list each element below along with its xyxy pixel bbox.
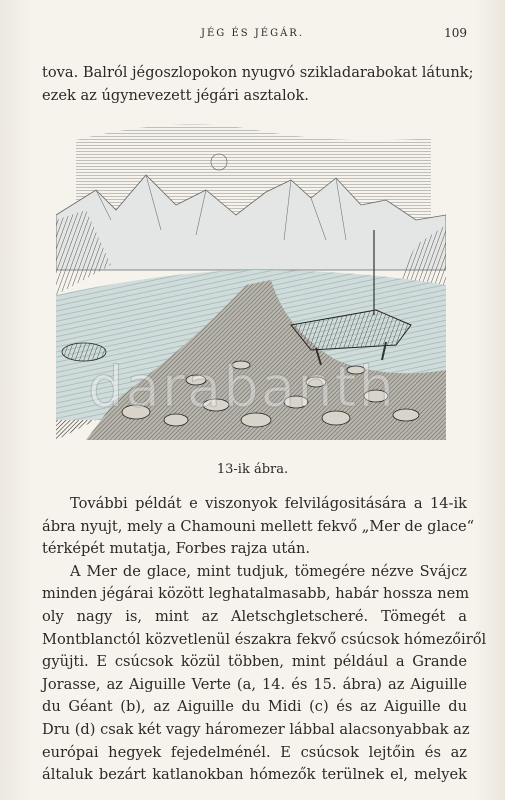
- page-number: 109: [444, 26, 467, 40]
- text-line: minden jégárai között leghatalmasabb, habár hossza nem: [42, 585, 470, 603]
- text-line: A Mer de glace, mint tudjuk, tömegére nézve Svájcz: [70, 562, 467, 580]
- running-head: JÉG ÉS JÉGÁR.: [200, 28, 305, 39]
- text-line: ezek az úgynevezett jégári asztalok.: [42, 86, 309, 104]
- text-line: gyüjti. E csúcsok közül többen, mint például a Grande: [42, 653, 467, 671]
- text-line: térképét mutatja, Forbes rajza után.: [42, 540, 311, 558]
- text-line: du Géant (b), az Aiguille du Midi (c) és az Aiguille du: [42, 698, 467, 716]
- text-line: Jorasse, az Aiguille Verte (a, 14. és 15. ábra) az Aiguille: [42, 675, 467, 693]
- text-line: általuk bezárt katlanokban hómezők terülnek el, melyek: [42, 766, 467, 784]
- text-line: európai hegyek fejedelménél. E csúcsok lejtőin és az: [42, 743, 467, 761]
- watermark: darabanth: [88, 355, 397, 420]
- figure-caption: 13-ik ábra.: [216, 462, 289, 477]
- text-line: tova. Balról jégoszlopokon nyugvó szikladarabokat látunk;: [42, 64, 474, 81]
- text-line: Montblanctól közvetlenül északra fekvő csúcsok hómezőiről: [42, 630, 487, 648]
- body-text-block: [42, 493, 487, 787]
- text-line: További példát e viszonyok felvilágositására a 14-ik: [70, 495, 467, 512]
- top-text-block: [42, 62, 474, 107]
- text-line: Dru (d) csak két vagy háromezer lábbal alacsonyabbak az: [42, 720, 470, 738]
- text-line: oly nagy is, mint az Aletschgletscheré. Tömegét a: [42, 607, 467, 625]
- text-line: ábra nyujt, mely a Chamouni mellett fekvő „Mer de glace“: [42, 517, 475, 535]
